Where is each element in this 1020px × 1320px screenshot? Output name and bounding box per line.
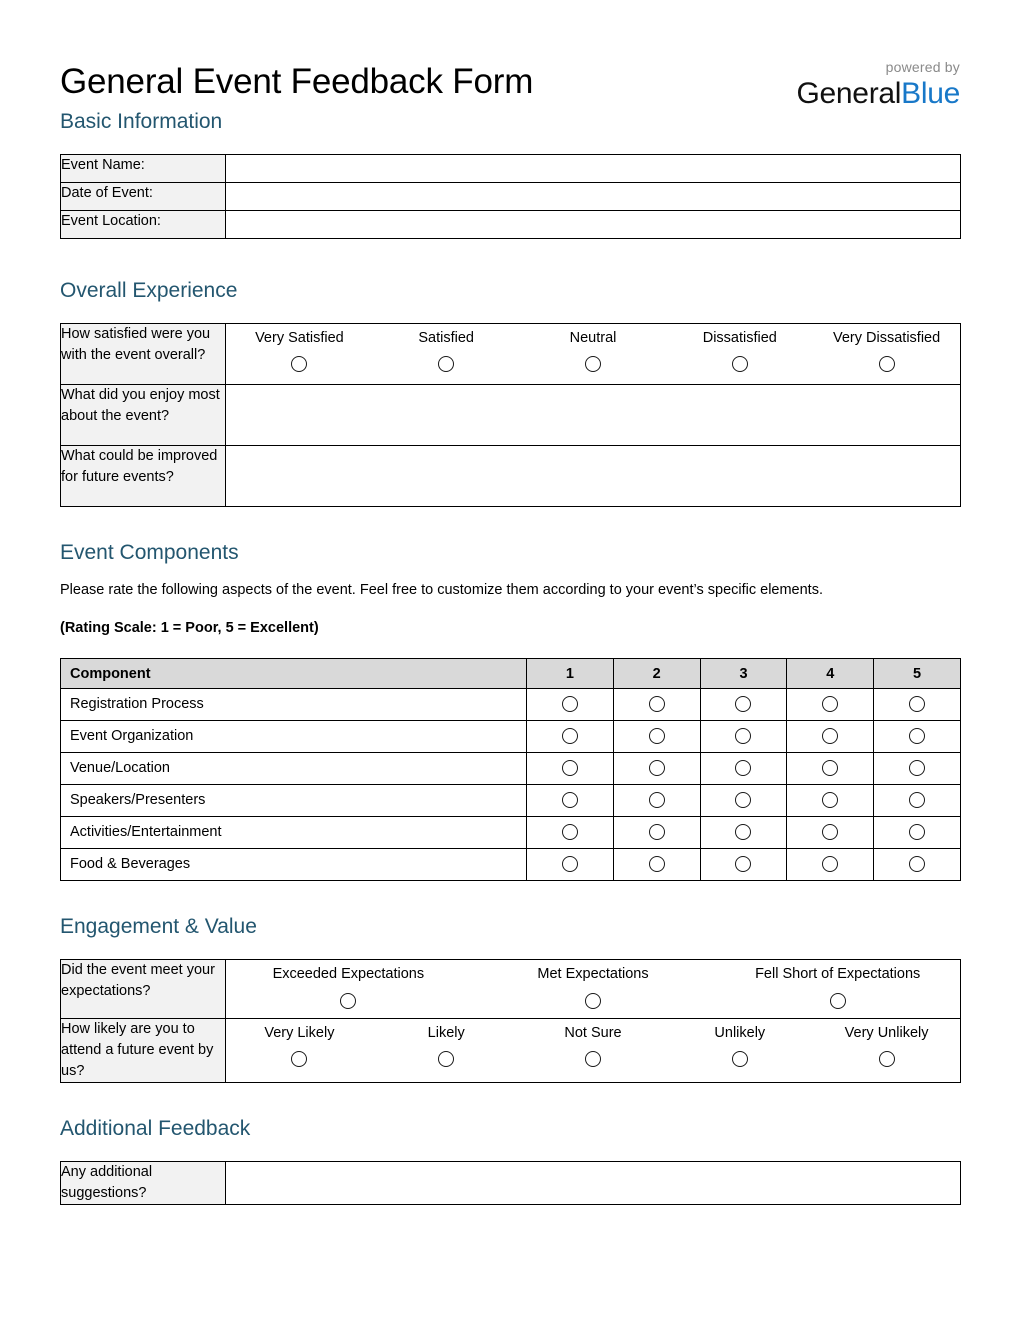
section-heading-additional-feedback: Additional Feedback: [60, 1116, 251, 1140]
basic-information-table: [60, 154, 961, 239]
option-dissatisfied[interactable]: [666, 324, 813, 381]
option-label: Satisfied: [418, 330, 474, 346]
rating-cell-venue-location-3[interactable]: [700, 753, 787, 785]
rating-cell-food-beverages-3[interactable]: [700, 849, 787, 881]
option-label: Unlikely: [714, 1024, 766, 1041]
rating-cell-speakers-presenters-5[interactable]: [874, 785, 961, 817]
radio-button-unselected-icon[interactable]: [909, 760, 925, 776]
radio-button-unselected-icon[interactable]: [649, 696, 665, 712]
option-label: Exceeded Expectations: [272, 966, 425, 983]
event-components-rating-table: [60, 658, 961, 881]
option-neutral[interactable]: [520, 324, 667, 381]
radio-button-unselected-icon[interactable]: [909, 792, 925, 808]
option-likely[interactable]: [373, 1019, 520, 1076]
radio-button-unselected-icon[interactable]: [340, 993, 356, 1009]
component-label-event-organization: Event Organization: [61, 721, 527, 753]
additional-feedback-table: [60, 1161, 961, 1205]
rating-cell-speakers-presenters-1[interactable]: [527, 785, 614, 817]
rating-cell-venue-location-5[interactable]: [874, 753, 961, 785]
rating-cell-registration-process-4[interactable]: [787, 689, 874, 721]
table-row: [61, 721, 961, 753]
table-row: [61, 849, 961, 881]
radio-button-unselected-icon[interactable]: [822, 792, 838, 808]
radio-button-unselected-icon[interactable]: [649, 760, 665, 776]
radio-button-unselected-icon[interactable]: [822, 728, 838, 744]
column-header-4: 4: [787, 659, 874, 689]
radio-button-unselected-icon[interactable]: [585, 993, 601, 1009]
section-heading-event-components: Event Components: [60, 541, 239, 564]
radio-button-unselected-icon[interactable]: [735, 760, 751, 776]
table-row: [61, 785, 961, 817]
option-label: Met Expectations: [537, 966, 649, 983]
option-unlikely[interactable]: [666, 1019, 813, 1076]
radio-button-unselected-icon[interactable]: [562, 856, 578, 872]
option-label: Very Unlikely: [844, 1024, 929, 1041]
component-label-venue-location: Venue/Location: [61, 753, 527, 785]
rating-cell-speakers-presenters-2[interactable]: [613, 785, 700, 817]
option-label: Very Likely: [264, 1024, 335, 1041]
radio-button-unselected-icon[interactable]: [822, 824, 838, 840]
rating-cell-food-beverages-2[interactable]: [613, 849, 700, 881]
rating-cell-activities-entertainment-2[interactable]: [613, 817, 700, 849]
rating-cell-registration-process-1[interactable]: [527, 689, 614, 721]
table-row: [61, 1018, 961, 1082]
overall-label-could-be-improved: What could be improved for future events?: [61, 446, 226, 507]
overall-input-could-be-improved[interactable]: [226, 446, 961, 507]
radio-button-unselected-icon[interactable]: [649, 824, 665, 840]
rating-cell-registration-process-3[interactable]: [700, 689, 787, 721]
section-heading-overall-experience: Overall Experience: [60, 279, 238, 302]
basic-label-event-location: Event Location:: [61, 211, 226, 239]
component-label-activities-entertainment: Activities/Entertainment: [61, 817, 527, 849]
option-label: Neutral: [569, 330, 617, 346]
option-exceeded-expectations[interactable]: [226, 960, 471, 1017]
page-title: General Event Feedback Form: [60, 62, 534, 101]
radio-button-unselected-icon[interactable]: [562, 696, 578, 712]
radio-button-unselected-icon[interactable]: [822, 760, 838, 776]
option-label: Very Dissatisfied: [832, 330, 941, 346]
rating-cell-activities-entertainment-3[interactable]: [700, 817, 787, 849]
option-very-satisfied[interactable]: [226, 324, 373, 381]
basic-input-date-of-event[interactable]: [226, 183, 961, 211]
radio-button-unselected-icon[interactable]: [438, 1051, 454, 1067]
table-row: [61, 155, 961, 183]
radio-button-unselected-icon[interactable]: [822, 856, 838, 872]
table-row: [61, 817, 961, 849]
radio-button-unselected-icon[interactable]: [438, 356, 454, 372]
option-label: Not Sure: [564, 1024, 622, 1041]
column-header-2: 2: [613, 659, 700, 689]
radio-button-unselected-icon[interactable]: [291, 1051, 307, 1067]
basic-input-event-name[interactable]: [226, 155, 961, 183]
column-header-3: 3: [700, 659, 787, 689]
rating-cell-venue-location-4[interactable]: [787, 753, 874, 785]
radio-button-unselected-icon[interactable]: [909, 696, 925, 712]
table-row: [61, 1161, 961, 1204]
option-very-unlikely[interactable]: [813, 1019, 960, 1076]
basic-label-event-name: Event Name:: [61, 155, 226, 183]
additional-label-suggestions: Any additional suggestions?: [61, 1161, 226, 1204]
overall-satisfaction-question: How satisfied were you with the event overall?: [61, 324, 226, 385]
table-row: [61, 324, 961, 385]
option-label: Likely: [427, 1024, 465, 1041]
rating-cell-food-beverages-4[interactable]: [787, 849, 874, 881]
radio-button-unselected-icon[interactable]: [830, 993, 846, 1009]
radio-button-unselected-icon[interactable]: [649, 856, 665, 872]
radio-button-unselected-icon[interactable]: [909, 728, 925, 744]
rating-cell-event-organization-2[interactable]: [613, 721, 700, 753]
overall-satisfaction-options: [226, 324, 961, 385]
radio-button-unselected-icon[interactable]: [649, 728, 665, 744]
rating-cell-food-beverages-5[interactable]: [874, 849, 961, 881]
brand-name-blue: Blue: [901, 77, 960, 110]
radio-button-unselected-icon[interactable]: [735, 856, 751, 872]
section-heading-basic-information: Basic Information: [60, 110, 223, 133]
table-row: [61, 211, 961, 239]
table-row: [61, 689, 961, 721]
table-row: [61, 960, 961, 1018]
table-header-row: [61, 659, 961, 689]
event-components-scale-note: (Rating Scale: 1 = Poor, 5 = Excellent): [60, 619, 319, 636]
option-label: Very Satisfied: [255, 330, 344, 346]
rating-cell-food-beverages-1[interactable]: [527, 849, 614, 881]
rating-cell-registration-process-2[interactable]: [613, 689, 700, 721]
component-label-speakers-presenters: Speakers/Presenters: [61, 785, 527, 817]
rating-cell-activities-entertainment-4[interactable]: [787, 817, 874, 849]
rating-cell-event-organization-3[interactable]: [700, 721, 787, 753]
radio-button-unselected-icon[interactable]: [735, 792, 751, 808]
option-satisfied[interactable]: [373, 324, 520, 381]
overall-experience-table: [60, 323, 961, 507]
basic-label-date-of-event: Date of Event:: [61, 183, 226, 211]
rating-cell-activities-entertainment-5[interactable]: [874, 817, 961, 849]
rating-cell-registration-process-5[interactable]: [874, 689, 961, 721]
radio-button-unselected-icon[interactable]: [562, 728, 578, 744]
column-header-5: 5: [874, 659, 961, 689]
table-row: [61, 753, 961, 785]
column-header-1: 1: [527, 659, 614, 689]
radio-button-unselected-icon[interactable]: [562, 792, 578, 808]
table-row: [61, 446, 961, 507]
rating-cell-venue-location-2[interactable]: [613, 753, 700, 785]
engagement-value-table: [60, 959, 961, 1082]
radio-button-unselected-icon[interactable]: [735, 696, 751, 712]
rating-cell-event-organization-5[interactable]: [874, 721, 961, 753]
event-components-instruction: Please rate the following aspects of the event. Feel free to customize them according to your event’s specific elements.: [60, 582, 823, 598]
table-row: [61, 385, 961, 446]
brand-logo: [797, 60, 961, 109]
table-row: [61, 183, 961, 211]
engagement-label-expectations: Did the event meet your expectations?: [61, 960, 226, 1018]
rating-cell-speakers-presenters-3[interactable]: [700, 785, 787, 817]
rating-cell-event-organization-4[interactable]: [787, 721, 874, 753]
section-heading-engagement-value: Engagement & Value: [60, 915, 257, 939]
engagement-label-attend-future-event: How likely are you to attend a future event by us?: [61, 1018, 226, 1082]
rating-cell-venue-location-1[interactable]: [527, 753, 614, 785]
radio-button-unselected-icon[interactable]: [735, 824, 751, 840]
option-label: Fell Short of Expectations: [755, 966, 921, 983]
radio-button-unselected-icon[interactable]: [879, 1051, 895, 1067]
option-very-likely[interactable]: [226, 1019, 373, 1076]
option-very-dissatisfied[interactable]: [813, 324, 960, 381]
radio-button-unselected-icon[interactable]: [585, 356, 601, 372]
component-label-food-beverages: Food & Beverages: [61, 849, 527, 881]
rating-cell-speakers-presenters-4[interactable]: [787, 785, 874, 817]
additional-input-suggestions[interactable]: [226, 1161, 961, 1204]
radio-button-unselected-icon[interactable]: [585, 1051, 601, 1067]
rating-cell-activities-entertainment-1[interactable]: [527, 817, 614, 849]
component-label-registration-process: Registration Process: [61, 689, 527, 721]
radio-button-unselected-icon[interactable]: [732, 1051, 748, 1067]
radio-button-unselected-icon[interactable]: [879, 356, 895, 372]
radio-button-unselected-icon[interactable]: [735, 728, 751, 744]
brand-name: [797, 79, 961, 109]
option-fell-short-of-expectations[interactable]: [715, 960, 960, 1017]
option-label: Dissatisfied: [702, 330, 777, 346]
rating-cell-event-organization-1[interactable]: [527, 721, 614, 753]
radio-button-unselected-icon[interactable]: [291, 356, 307, 372]
radio-button-unselected-icon[interactable]: [562, 760, 578, 776]
engagement-options-expectations: [226, 960, 961, 1018]
option-met-expectations[interactable]: [471, 960, 716, 1017]
radio-button-unselected-icon[interactable]: [822, 696, 838, 712]
engagement-options-attend-future-event: [226, 1018, 961, 1082]
radio-button-unselected-icon[interactable]: [732, 356, 748, 372]
radio-button-unselected-icon[interactable]: [649, 792, 665, 808]
radio-button-unselected-icon[interactable]: [909, 856, 925, 872]
page-header: [0, 0, 1020, 110]
overall-label-enjoyed-most: What did you enjoy most about the event?: [61, 385, 226, 446]
brand-name-general: General: [796, 77, 902, 110]
option-not-sure[interactable]: [520, 1019, 667, 1076]
radio-button-unselected-icon[interactable]: [909, 824, 925, 840]
basic-input-event-location[interactable]: [226, 211, 961, 239]
powered-by-label: powered by: [885, 59, 960, 75]
overall-input-enjoyed-most[interactable]: [226, 385, 961, 446]
column-header-component: Component: [61, 659, 527, 689]
radio-button-unselected-icon[interactable]: [562, 824, 578, 840]
